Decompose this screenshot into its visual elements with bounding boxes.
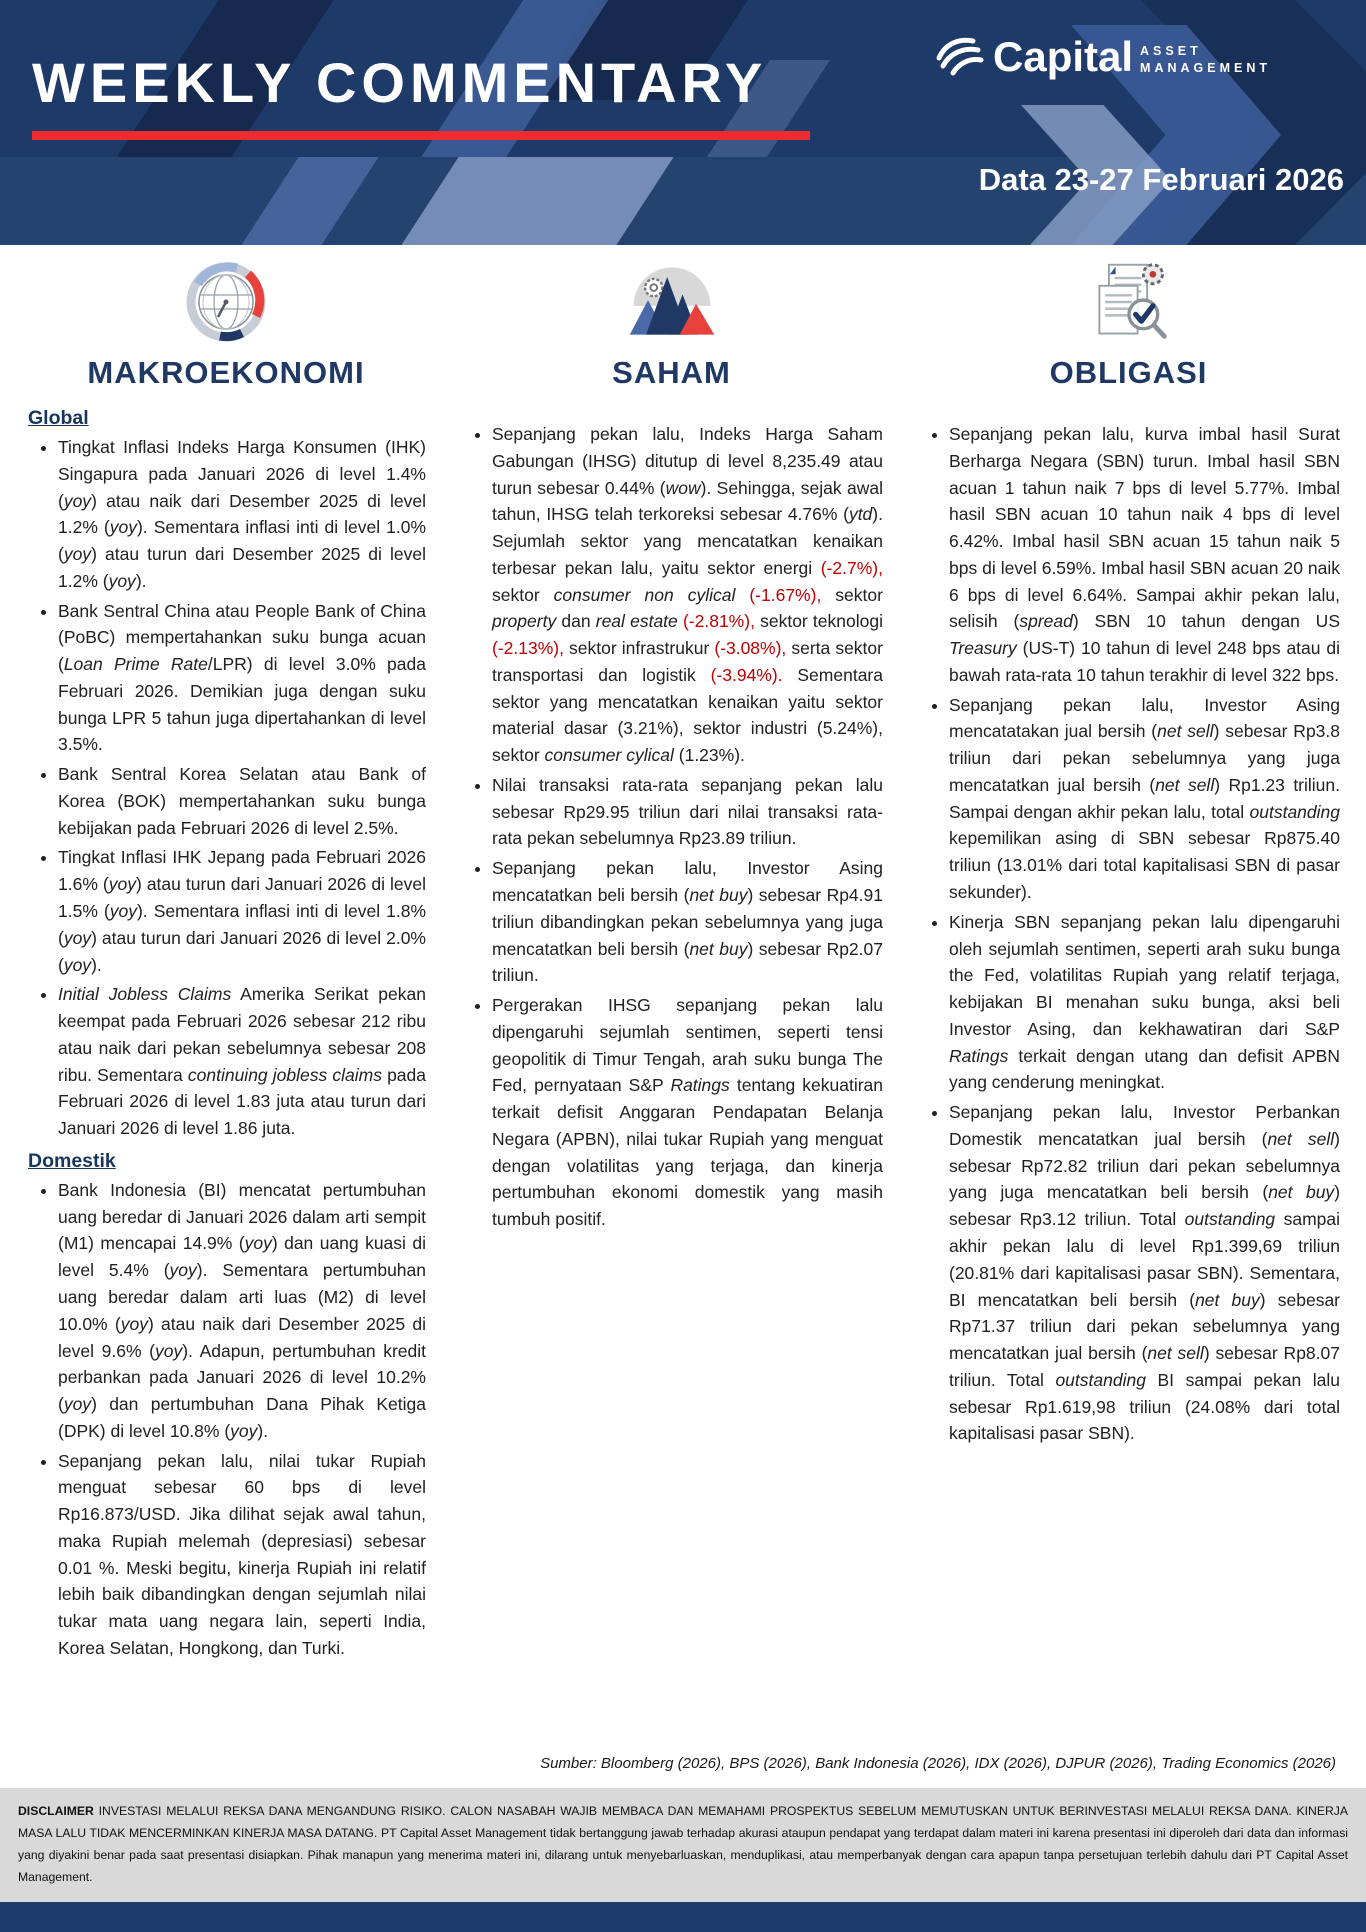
bullet-item: • Bank Sentral China atau People Bank of China (PoBC) mempertahankan suku bunga acuan (Loan Prime Rate/LPR) di level 3.0% pada Februari 2026. Demikian juga dengan suku bunga LPR 5 tahun juga dipertahankan di level 3.5%. (58, 598, 426, 759)
main-content (0, 245, 1366, 1670)
column-sections (460, 405, 883, 1241)
bullet-item: • Sepanjang pekan lalu, kurva imbal hasil Surat Berharga Negara (SBN) turun. Imbal hasil SBN acuan 1 tahun naik 7 bps di level 5.77%. Imbal hasil SBN acuan 10 tahun naik 4 bps di level 6.42%. Imbal hasil SBN acuan 15 tahun naik 5 bps di level 6.59%. Imbal hasil SBN acuan 20 naik 6 bps di level 6.64%. Sampai akhir pekan lalu, selisih (spread) SBN 10 tahun dengan US Treasury (US-T) 10 tahun di level 248 bps atau di bawah rata-rata 10 tahun terakhir di level 322 bps. (949, 421, 1340, 689)
bullet-item: • Kinerja SBN sepanjang pekan lalu dipengaruhi oleh sejumlah sentimen, seperti arah suku bunga the Fed, volatilitas Rupiah yang relatif terjaga, kebijakan BI menahan suku bunga, aksi beli Investor Asing, dan kekhawatiran dari S&P Ratings terkait dengan utang dan defisit APBN yang cenderung meningkat. (949, 909, 1340, 1096)
bullet-item: • Bank Indonesia (BI) mencatat pertumbuhan uang beredar di Januari 2026 dalam arti sempit (M1) mencapai 14.9% (yoy) dan uang kuasi di level 5.4% (yoy). Sementara pertumbuhan uang beredar dalam arti luas (M2) di level 10.0% (yoy) atau naik dari Desember 2025 di level 9.6% (yoy). Adapun, pertumbuhan kredit perbankan pada Januari 2026 di level 10.2% (yoy) dan pertumbuhan Dana Pihak Ketiga (DPK) di level 10.8% (yoy). (58, 1177, 426, 1445)
source-citation: Sumber: Bloomberg (2026), BPS (2026), Bank Indonesia (2026), IDX (2026), DJPUR (2026), Trading Economics (2026) (540, 1755, 1336, 1773)
header-title-block (32, 50, 810, 140)
bullet-item: • Bank Sentral Korea Selatan atau Bank of Korea (BOK) mempertahankan suku bunga kebijakan pada Februari 2026 di level 2.5%. (58, 761, 426, 841)
three-column-layout (26, 259, 1340, 1670)
logo-subtitle-line1: ASSET (1140, 43, 1202, 58)
section-heading-domestik: Domestik (28, 1149, 116, 1172)
section-heading-global: Global (28, 407, 89, 429)
column-sections (917, 405, 1340, 1455)
bullet-item: • Pergerakan IHSG sepanjang pekan lalu dipengaruhi sejumlah sentimen, seperti tensi geopolitik di Timur Tengah, arah suku bunga The Fed, pernyataan S&P Ratings tentang kekuatiran terkait defisit Anggaran Pendapatan Belanja Negara (APBN), nilai tukar Rupiah yang menguat dengan volatilitas yang terjaga, dan kinerja pertumbuhan ekonomi domestik yang masih tumbuh positif. (492, 992, 883, 1233)
logo-swoosh-icon (933, 32, 985, 81)
page-title: WEEKLY COMMENTARY (32, 51, 768, 114)
document-check-icon (917, 259, 1340, 345)
column-sections (26, 405, 426, 1670)
bullet-list (460, 421, 883, 1233)
column-obligasi (917, 259, 1340, 1670)
bullet-list (26, 434, 426, 1142)
bullet-item: • Tingkat Inflasi IHK Jepang pada Februari 2026 1.6% (yoy) atau turun dari Januari 2026 di level 1.5% (yoy). Sementara inflasi inti di level 1.8% (yoy) atau turun dari Januari 2026 di level 2.0% (yoy). (58, 844, 426, 978)
title-red-underline (32, 131, 810, 140)
column-title-makroekonomi: MAKROEKONOMI (87, 355, 365, 390)
logo-name: Capital (993, 32, 1134, 80)
bullet-list (26, 1177, 426, 1662)
mountain-chart-icon (460, 259, 883, 345)
column-saham (460, 259, 883, 1670)
bullet-list (917, 421, 1340, 1447)
bullet-item: • Sepanjang pekan lalu, Indeks Harga Saham Gabungan (IHSG) ditutup di level 8,235.49 atau turun sebesar 0.44% (wow). Sehingga, sejak awal tahun, IHSG telah terkoreksi sebesar 4.76% (ytd). Sejumlah sektor yang mencatatkan kenaikan terbesar pekan lalu, yaitu sektor energi (-2.7%), sektor consumer non cylical (-1.67%), sektor property dan real estate (-2.81%), sektor teknologi (-2.13%), sektor infrastrukur (-3.08%), serta sektor transportasi dan logistik (-3.94%). Sementara sektor yang mencatatkan kenaikan yaitu sektor material dasar (3.21%), sektor industri (5.24%), sektor consumer cylical (1.23%). (492, 421, 883, 769)
bullet-item: • Sepanjang pekan lalu, nilai tukar Rupiah menguat sebesar 60 bps di level Rp16.873/USD. Jika dilihat sejak awal tahun, maka Rupiah melemah (depresiasi) sebesar 0.01 %. Meski begitu, kinerja Rupiah ini relatif lebih baik dibandingkan dengan sejumlah nilai tukar mata uang negara lain, seperti India, Korea Selatan, Hongkong, dan Turki. (58, 1448, 426, 1662)
bullet-item: • Initial Jobless Claims Amerika Serikat pekan keempat pada Februari 2026 sebesar 212 ribu atau naik dari pekan sebelumnya sebesar 208 ribu. Sementara continuing jobless claims pada Februari 2026 di level 1.83 juta atau turun dari Januari 2026 di level 1.86 juta. (58, 981, 426, 1142)
logo-subtitle (1140, 43, 1271, 77)
company-logo (933, 32, 1271, 81)
bullet-item: • Sepanjang pekan lalu, Investor Perbankan Domestik mencatatkan jual bersih (net sell) sebesar Rp72.82 triliun dari pekan sebelumnya yang juga mencatatkan beli bersih (net buy) sebesar Rp3.12 triliun. Total outstanding sampai akhir pekan lalu di level Rp1.399,69 triliun (20.81% dari kapitalisasi pasar SBN). Sementara, BI mencatatkan beli bersih (net buy) sebesar Rp71.37 triliun dari pekan sebelumnya yang mencatatkan jual bersih (net sell) sebesar Rp8.07 triliun. Total outstanding BI sampai pekan lalu sebesar Rp1.619,98 triliun (24.08% dari total kapitalisasi pasar SBN). (949, 1099, 1340, 1447)
data-period-label: Data 23-27 Februari 2026 (978, 162, 1344, 197)
globe-icon (26, 259, 426, 345)
bullet-item: • Sepanjang pekan lalu, Investor Asing mencatatakan jual bersih (net sell) sebesar Rp3.8 triliun dari pekan sebelumnya yang juga mencatatkan jual bersih (net sell) Rp1.23 triliun. Sampai dengan akhir pekan lalu, total outstanding kepemilikan asing di SBN sebesar Rp875.40 triliun (13.01% dari total kapitalisasi SBN di pasar sekunder). (949, 692, 1340, 906)
disclaimer-band: DISCLAIMER INVESTASI MELALUI REKSA DANA MENGANDUNG RISIKO. CALON NASABAH WAJIB MEMBACA DAN MEMAHAMI PROSPEKTUS SEBELUM MEMUTUSKAN UNTUK BERINVESTASI MELALUI REKSA DANA. KINERJA MASA LALU TIDAK MENCERMINKAN KINERJA MASA DATANG. PT Capital Asset Management tidak bertanggung jawab terhadap akurasi ataupun pendapat yang terdapat dalam materi ini karena presentasi ini diperoleh dari data dan informasi yang diyakini benar pada saat presentasi disiapkan. Pihak manapun yang menerima materi ini, dilarang untuk menyebarluaskan, menduplikasi, atau memperbanyak dengan cara apapun tanpa persetujuan terlebih dahulu dari PT Capital Asset Management. (0, 1788, 1366, 1902)
bullet-item: • Tingkat Inflasi Indeks Harga Konsumen (IHK) Singapura pada Januari 2026 di level 1.4% (yoy) atau naik dari Desember 2025 di level 1.2% (yoy). Sementara inflasi inti di level 1.0% (yoy) atau turun dari Desember 2025 di level 1.2% (yoy). (58, 434, 426, 595)
column-makroekonomi (26, 259, 426, 1670)
bullet-item: • Nilai transaksi rata-rata sepanjang pekan lalu sebesar Rp29.95 triliun dari nilai transaksi rata-rata pekan sebelumnya Rp23.89 triliun. (492, 772, 883, 852)
header-banner (0, 0, 1366, 245)
bullet-item: • Sepanjang pekan lalu, Investor Asing mencatatkan beli bersih (net buy) sebesar Rp4.91 triliun dibandingkan pekan sebelumnya yang juga mencatatkan beli bersih (net buy) sebesar Rp2.07 triliun. (492, 855, 883, 989)
column-title-saham: SAHAM (612, 355, 731, 390)
flex-spacer (0, 1670, 1366, 1756)
logo-subtitle-line2: MANAGEMENT (1140, 60, 1271, 75)
footer-navy-bar (0, 1902, 1366, 1932)
column-title-obligasi: OBLIGASI (1049, 355, 1208, 390)
